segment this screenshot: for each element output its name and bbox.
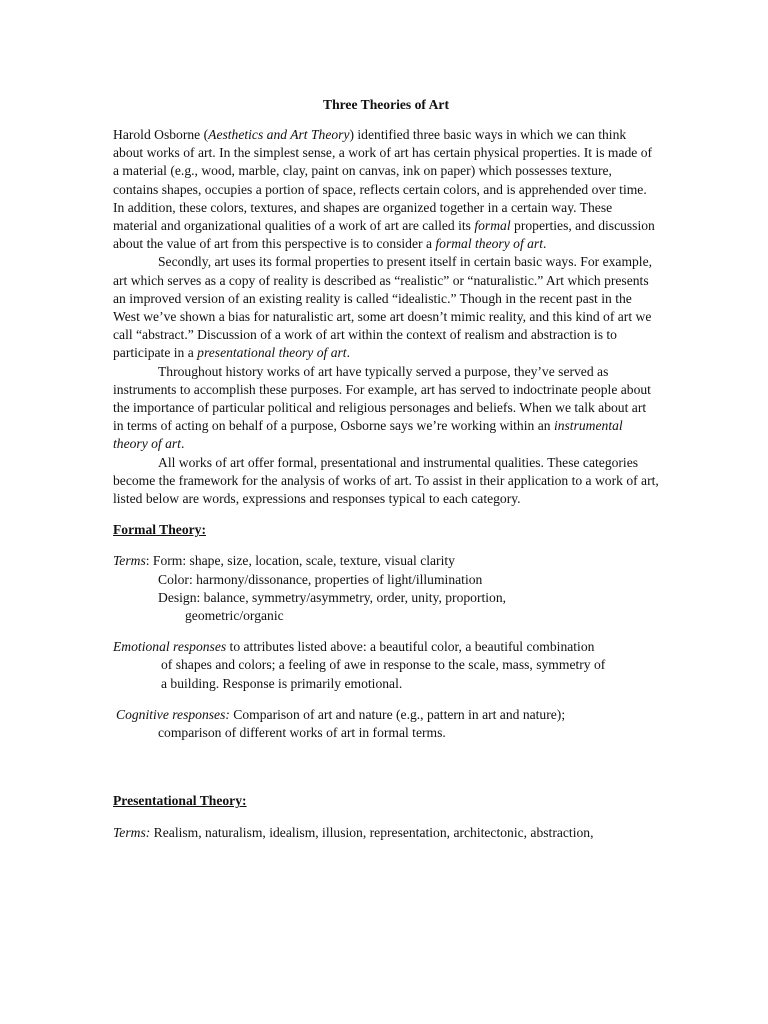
paragraph-4: All works of art offer formal, presentational and instrumental qualities. These categories become the framework for the analysis of works of art. To assist in their application to a work of art, listed below are words, expressions and responses typical to each category. <box>113 454 659 507</box>
para3-instrumental-term: instrumental theory of art <box>113 418 623 452</box>
spacer <box>113 811 659 824</box>
para3-text-a: Throughout history works of art have typically served a purpose, they’ve served as instruments to accomplish these purposes. For example, art has served to indoctrinate people about the importance of particular political and religious personages and beliefs. When we talk about art in terms of acting on behalf of a purpose, Osborne says we’re working within an <box>113 363 651 434</box>
cognitive-responses-label: Cognitive responses: <box>116 706 230 722</box>
spacer <box>113 742 659 792</box>
cognitive-responses-text: Comparison of art and nature (e.g., pattern in art and nature); <box>229 706 566 722</box>
formal-design-continuation: geometric/organic <box>185 608 284 624</box>
formal-cognitive-cont: comparison of different works of art in formal terms. <box>158 725 446 741</box>
document-page <box>113 96 659 842</box>
formal-form-text: : Form: shape, size, location, scale, texture, visual clarity <box>145 553 455 569</box>
spacer <box>113 539 659 552</box>
para2-presentational-term: presentational theory of art <box>197 345 347 361</box>
paragraph-3 <box>113 363 659 454</box>
presentational-terms-line <box>113 824 659 842</box>
paragraph-1 <box>113 126 659 253</box>
para1-text-d: . <box>543 236 547 252</box>
para1-formal-theory-term: formal theory of art <box>435 236 543 252</box>
presentational-theory-heading: Presentational Theory: <box>113 793 247 809</box>
para1-book-title: Aesthetics and Art Theory <box>208 127 350 142</box>
formal-design-line: Design: balance, symmetry/asymmetry, order, unity, proportion, <box>158 589 507 605</box>
para2-text-b: . <box>346 345 350 361</box>
formal-emotional-cont-2: a building. Response is primarily emotional. <box>161 675 403 691</box>
para1-text-b: ) identified three basic ways in which we can think about works of art. In the simplest sense, a work of art has certain physical properties. It is made of a material (e.g., wood, marble, clay, paint on canvas, ink on paper) which possesses texture, contains shapes, occupies a portion of space, reflects certain colors, and is apprehended over time. In addition, these colors, textures, and shapes are organized together in a certain way. These material and organizational qualities of a work of art are called its <box>113 127 653 234</box>
presentational-terms-label: Terms: <box>113 824 151 840</box>
spacer <box>113 693 659 706</box>
para1-text-c: properties, and discussion about the value of art from this perspective is to consider a <box>113 218 655 252</box>
formal-cognitive-line <box>113 706 659 724</box>
emotional-responses-text: to attributes listed above: a beautiful color, a beautiful combination <box>226 639 595 655</box>
para3-text-b: . <box>180 436 185 452</box>
presentational-terms-text: Realism, naturalism, idealism, illusion, representation, architectonic, abstraction, <box>150 824 594 840</box>
formal-terms-form-line <box>113 552 659 570</box>
spacer <box>113 625 659 638</box>
emotional-responses-label: Emotional responses <box>113 639 227 655</box>
formal-emotional-cont-1: of shapes and colors; a feeling of awe in response to the scale, mass, symmetry of <box>161 657 606 673</box>
formal-theory-heading: Formal Theory: <box>113 522 206 538</box>
spacer <box>113 508 659 521</box>
formal-emotional-line <box>113 638 659 656</box>
paragraph-2 <box>113 253 659 362</box>
para1-text-a: Harold Osborne ( <box>113 127 209 142</box>
para1-formal-term: formal <box>474 218 511 234</box>
para2-text-a: Secondly, art uses its formal properties to present itself in certain basic ways. For example, art which serves as a copy of reality is described as “realistic” or “naturalistic.” Art which presents an improved version of an existing reality is called “idealistic.” Though in the recent past in the West we’ve shown a bias for naturalistic art, some art doesn’t mimic reality, and this kind of art we call “abstract.” Discussion of a work of art within the context of realism and abstraction is to participate in a <box>113 254 653 361</box>
formal-color-line: Color: harmony/dissonance, properties of light/illumination <box>158 571 483 587</box>
formal-terms-label: Terms <box>113 553 146 569</box>
document-title: Three Theories of Art <box>323 97 449 112</box>
